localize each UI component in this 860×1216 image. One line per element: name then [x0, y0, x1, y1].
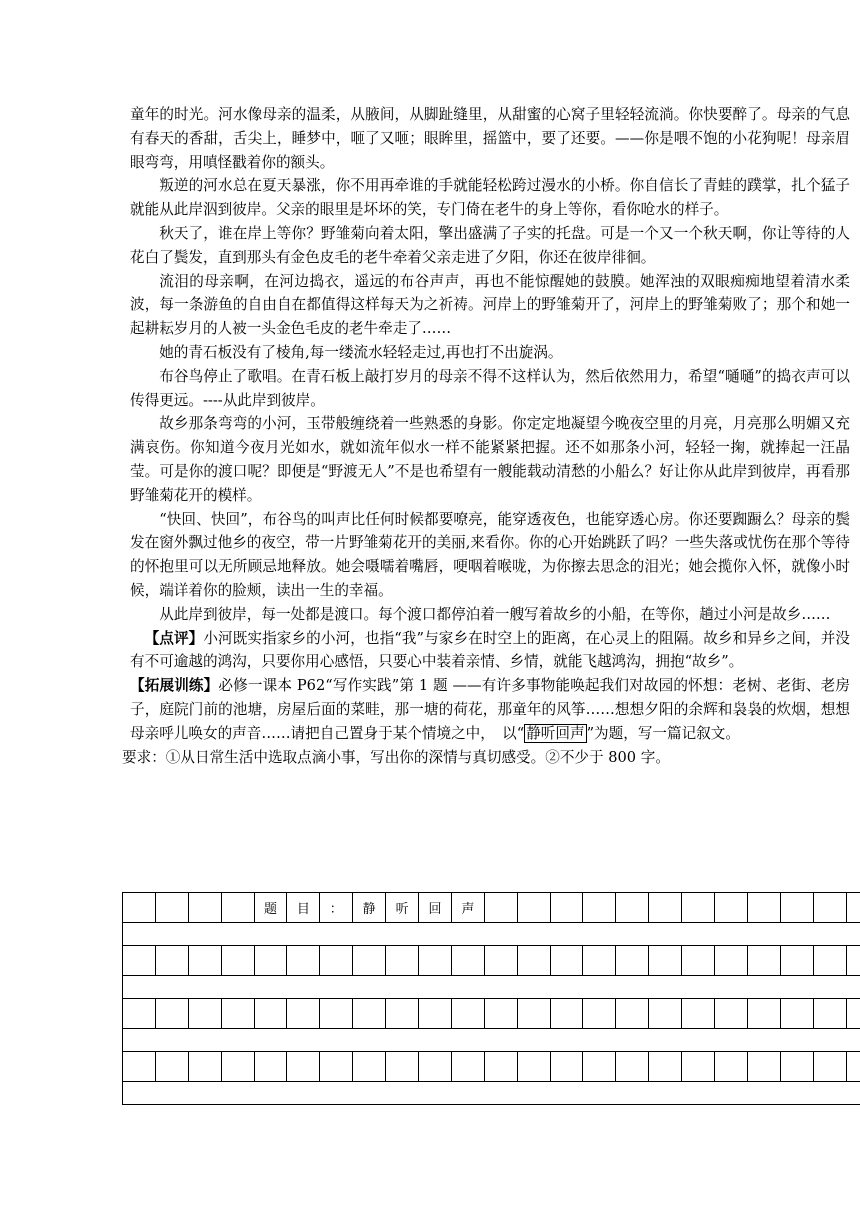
grid-cell[interactable]: [583, 893, 616, 923]
grid-cell[interactable]: [813, 946, 846, 976]
grid-cell[interactable]: [353, 999, 386, 1029]
grid-cell[interactable]: [550, 1052, 583, 1082]
grid-cell[interactable]: [221, 1052, 254, 1082]
grid-gap-row: [123, 1082, 860, 1105]
grid-cell[interactable]: [715, 1052, 748, 1082]
grid-title-cell[interactable]: 静: [353, 893, 386, 923]
grid-cell[interactable]: [846, 999, 860, 1029]
grid-cell[interactable]: [419, 946, 452, 976]
grid-cell[interactable]: [616, 1052, 649, 1082]
paragraph-3: 秋天了，谁在岸上等你？野雏菊向着太阳，擎出盛满了子实的托盘。可是一个又一个秋天啊，你让等待的人花白了鬓发，直到那头有金色皮毛的老牛牵着父亲走进了夕阳，你还在彼岸徘徊。: [130, 224, 850, 266]
grid-cell[interactable]: [550, 946, 583, 976]
grid-cell[interactable]: [451, 1052, 484, 1082]
grid-title-cell[interactable]: ：: [320, 893, 353, 923]
training-text: 必修一课本 P62“写作实践”第 1 题 ——有许多事物能唤起我们对故园的怀想：老树、老街、老房子，庭院门前的池塘，房屋后面的菜畦，那一塘的荷花，那童年的风筝……想想夕阳的余辉和袅袅的炊烟，想想母亲呼儿唤女的声音……请把自己置身于某个情境之中， 以“: [130, 677, 850, 742]
paragraph-2: 叛逆的河水总在夏天暴涨，你不用再牵谁的手就能轻松跨过漫水的小桥。你自信长了青蛙的蹼掌，扎个猛子就能从此岸泅到彼岸。父亲的眼里是坏坏的笑，专门倚在老牛的身上等你，看你呛水的样子。: [130, 177, 850, 219]
grid-cell[interactable]: [419, 1052, 452, 1082]
grid-cell[interactable]: [649, 946, 682, 976]
grid-cell[interactable]: [287, 1052, 320, 1082]
grid-cell[interactable]: [715, 946, 748, 976]
grid-cell[interactable]: [747, 893, 780, 923]
comment-tag: 【点评】: [144, 629, 204, 647]
grid-cell[interactable]: [649, 999, 682, 1029]
grid-cell[interactable]: [813, 893, 846, 923]
grid-cell[interactable]: [254, 946, 287, 976]
training-text-end: ”为题，写一篇记叙文。: [586, 724, 740, 742]
grid-gap-row: [123, 976, 860, 999]
grid-cell[interactable]: [715, 893, 748, 923]
grid-title-cell[interactable]: 题: [254, 893, 287, 923]
grid-cell[interactable]: [517, 946, 550, 976]
grid-cell[interactable]: [682, 893, 715, 923]
grid-cell[interactable]: [715, 999, 748, 1029]
grid-cell[interactable]: [155, 1052, 188, 1082]
grid-cell[interactable]: [155, 946, 188, 976]
training-paragraph: [130, 674, 850, 745]
grid-cell[interactable]: [517, 893, 550, 923]
grid-cell[interactable]: [517, 1052, 550, 1082]
grid-cell[interactable]: [451, 999, 484, 1029]
grid-cell[interactable]: [616, 946, 649, 976]
grid-cell[interactable]: [484, 1052, 517, 1082]
paragraph-7: 故乡那条弯弯的小河，玉带般缠绕着一些熟悉的身影。你定定地凝望今晚夜空里的月亮，月亮那么明媚又充满哀伤。你知道今夜月光如水，就如流年似水一样不能紧紧把握。还不如那条小河，轻轻一掬，就捧起一汪晶莹。可是你的渡口呢？即便是“野渡无人”不是也希望有一艘能载动清愁的小船么？好让你从此岸到彼岸，再看那野雏菊花开的模样。: [130, 415, 850, 504]
grid-cell[interactable]: [254, 1052, 287, 1082]
grid-cell[interactable]: [188, 946, 221, 976]
grid-cell[interactable]: [583, 999, 616, 1029]
grid-cell[interactable]: [386, 946, 419, 976]
grid-cell[interactable]: [287, 999, 320, 1029]
grid-cell[interactable]: [188, 999, 221, 1029]
grid-cell[interactable]: [287, 946, 320, 976]
paragraph-1: 童年的时光。河水像母亲的温柔，从腋间，从脚趾缝里，从甜蜜的心窝子里轻轻流淌。你快要醉了。母亲的气息有春天的香甜，舌尖上，睡梦中，咂了又咂；眼眸里，摇篮中，要了还要。——你是喂不饱的小花狗呢！母亲眉眼弯弯，用嗔怪戳着你的额头。: [130, 106, 850, 171]
comment-text: 小河既实指家乡的小河，也指“我”与家乡在时空上的距离，在心灵上的阻隔。故乡和异乡之间，并没有不可逾越的鸿沟，只要你用心感悟，只要心中装着亲情、乡情，就能飞越鸿沟，拥抱“故乡”。: [130, 629, 850, 671]
grid-gap-cell: [123, 976, 860, 999]
grid-cell[interactable]: [649, 893, 682, 923]
grid-cell[interactable]: [419, 999, 452, 1029]
grid-cell[interactable]: [780, 1052, 813, 1082]
training-tag: 【拓展训练】: [130, 677, 219, 695]
grid-cell[interactable]: [221, 893, 254, 923]
requirement: 要求：①从日常生活中选取点滴小事，写出你的深情与真切感受。②不少于 800 字。: [122, 748, 670, 766]
grid-gap-row: [123, 923, 860, 946]
grid-cell[interactable]: [123, 1052, 156, 1082]
grid-cell[interactable]: [484, 893, 517, 923]
grid-cell[interactable]: [846, 1052, 860, 1082]
writing-grid: [122, 892, 860, 1105]
grid-title-cell[interactable]: 回: [419, 893, 452, 923]
grid-cell[interactable]: [155, 999, 188, 1029]
grid-cell[interactable]: [616, 893, 649, 923]
grid-cell[interactable]: [780, 946, 813, 976]
grid-cell[interactable]: [747, 1052, 780, 1082]
grid-title-cell[interactable]: 声: [451, 893, 484, 923]
grid-gap-cell: [123, 923, 860, 946]
grid-cell[interactable]: [123, 946, 156, 976]
grid-cell-row: [123, 946, 860, 976]
grid-cell[interactable]: [451, 946, 484, 976]
paragraph-9: 从此岸到彼岸，每一处都是渡口。每个渡口都停泊着一艘写着故乡的小船，在等你，趟过小河是故乡……: [159, 605, 831, 623]
paragraph-8: “快回、快回”，布谷鸟的叫声比任何时候都要嘹亮，能穿透夜色，也能穿透心房。你还要踟蹰么？母亲的鬓发在窗外飘过他乡的夜空，带一片野雏菊花开的美丽,来看你。你的心开始跳跃了吗？一些失落或忧伤在那个等待的怀抱里可以无所顾忌地释放。她会嗫嚅着嘴唇，哽咽着喉咙，为你擦去思念的泪光；她会揽你入怀，就像小时候，端详着你的脸颊，读出一生的幸福。: [130, 510, 850, 599]
grid-cell-row: [123, 999, 860, 1029]
grid-cell[interactable]: [682, 946, 715, 976]
document-body: [122, 103, 850, 769]
grid-cell[interactable]: [846, 946, 860, 976]
grid-cell[interactable]: [846, 893, 860, 923]
grid-cell[interactable]: [583, 1052, 616, 1082]
grid-cell[interactable]: [813, 1052, 846, 1082]
grid-cell[interactable]: [320, 999, 353, 1029]
paragraph-5: 她的青石板没有了棱角,每一缕流水轻轻走过,再也打不出旋涡。: [159, 343, 563, 361]
grid-cell[interactable]: [780, 893, 813, 923]
paragraph-6: 布谷鸟停止了歌唱。在青石板上敲打岁月的母亲不得不这样认为，然后依然用力，希望“嗵嗵”的捣衣声可以传得更远。----从此岸到彼岸。: [130, 367, 850, 409]
grid-cell[interactable]: [386, 1052, 419, 1082]
grid-title-cell[interactable]: 目: [287, 893, 320, 923]
grid-cell[interactable]: [649, 1052, 682, 1082]
grid-cell[interactable]: [386, 999, 419, 1029]
grid-cell[interactable]: [484, 999, 517, 1029]
grid-gap-row: [123, 1029, 860, 1052]
grid-cell[interactable]: [780, 999, 813, 1029]
grid-cell[interactable]: [550, 893, 583, 923]
paragraph-4: 流泪的母亲啊，在河边捣衣，遥远的布谷声声，再也不能惊醒她的鼓膜。她浑浊的双眼痴痴地望着清水柔波，每一条游鱼的自由自在都值得这样每天为之祈祷。河岸上的野雏菊开了，河岸上的野雏菊败了；那个和她一起耕耘岁月的人被一头金色毛皮的老牛牵走了……: [130, 272, 850, 338]
grid-cell[interactable]: [320, 1052, 353, 1082]
grid-cell[interactable]: [550, 999, 583, 1029]
grid-cell[interactable]: [353, 946, 386, 976]
grid-cell[interactable]: [221, 946, 254, 976]
grid-cell[interactable]: [747, 999, 780, 1029]
grid-cell[interactable]: [682, 999, 715, 1029]
grid-gap-cell: [123, 1029, 860, 1052]
grid-cell[interactable]: [320, 946, 353, 976]
grid-cell[interactable]: [682, 1052, 715, 1082]
grid-cell[interactable]: [123, 893, 156, 923]
grid-cell[interactable]: [188, 893, 221, 923]
grid-cell[interactable]: [353, 1052, 386, 1082]
grid-cell[interactable]: [484, 946, 517, 976]
grid-cell[interactable]: [155, 893, 188, 923]
grid-cell[interactable]: [616, 999, 649, 1029]
grid-cell[interactable]: [583, 946, 616, 976]
grid-cell[interactable]: [221, 999, 254, 1029]
comment-paragraph: [130, 627, 850, 675]
grid-cell-row: [123, 1052, 860, 1082]
topic-box: 静听回声: [526, 724, 585, 742]
grid-cell[interactable]: [813, 999, 846, 1029]
grid-cell[interactable]: [517, 999, 550, 1029]
grid-title-cell[interactable]: 听: [386, 893, 419, 923]
grid-cell[interactable]: [123, 999, 156, 1029]
grid-cell[interactable]: [747, 946, 780, 976]
grid-cell[interactable]: [254, 999, 287, 1029]
grid-cell-row: [123, 893, 860, 923]
grid-cell[interactable]: [188, 1052, 221, 1082]
grid-gap-cell: [123, 1082, 860, 1105]
